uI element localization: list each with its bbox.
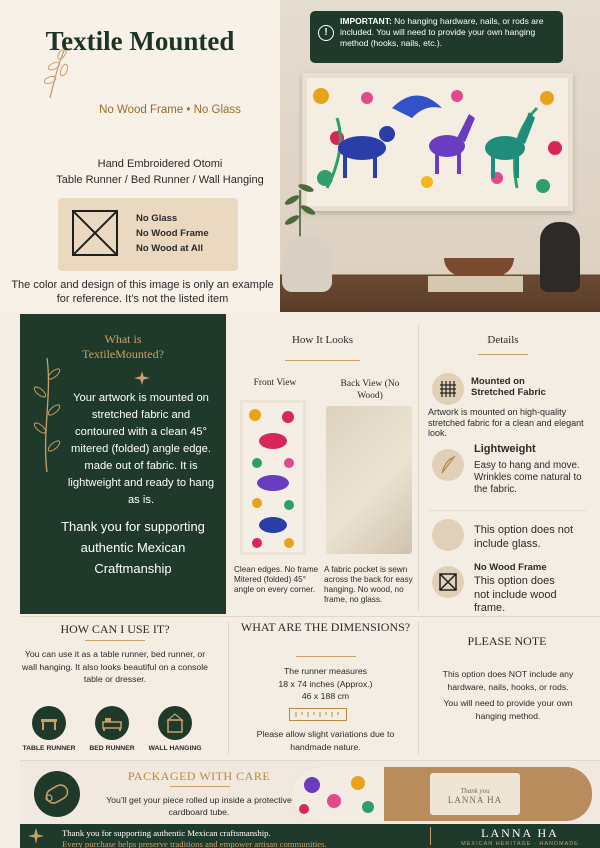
brand-tagline: MEXICAN HERITAGE · HANDMADE xyxy=(461,841,579,847)
subtitle: No Wood Frame • No Glass xyxy=(99,104,241,116)
footer-text xyxy=(62,828,402,848)
lightweight-label: Lightweight xyxy=(474,443,536,455)
what-is-panel xyxy=(20,314,226,614)
front-view-note: Clean edges. No frame Mitered (folded) 45° angle on every corner. xyxy=(234,565,319,594)
no-wood-label: No Wood Frame xyxy=(474,562,547,573)
tube-label xyxy=(430,773,520,815)
bed-icon xyxy=(95,706,129,740)
column-divider xyxy=(418,622,419,754)
lightweight-text: Easy to hang and move. Wrinkles come natural to the fabric. xyxy=(474,460,582,495)
back-view-label: Back View (No Wood) xyxy=(340,379,400,401)
product-line-2: Table Runner / Bed Runner / Wall Hanging xyxy=(56,174,264,186)
book-image xyxy=(428,276,523,292)
footer xyxy=(20,824,600,848)
feature-item: No Glass xyxy=(136,213,178,224)
product-line-1: Hand Embroidered Otomi xyxy=(97,158,223,170)
cardboard-tube-image xyxy=(292,767,592,821)
footer-sparkle-icon xyxy=(28,828,44,844)
embroidered-runner-image xyxy=(302,73,573,211)
dimensions-line1: The runner measures xyxy=(283,666,368,676)
no-wood-text: This option does not include wood frame. xyxy=(474,575,557,614)
please-note-title: PLEASE NOTE xyxy=(467,634,547,648)
wall-hanging-icon xyxy=(158,706,192,740)
dimensions-note: Please allow slight variations due to handmade nature. xyxy=(256,729,395,752)
back-view-note: A fabric pocket is sewn across the back for easy hanging. No wood, no frame, no glass. xyxy=(324,565,413,604)
no-frame-icon xyxy=(72,210,118,256)
rolled-tube-icon xyxy=(34,771,80,817)
footer-line1: Thank you for supporting authentic Mexican craftsmanship. xyxy=(62,828,271,838)
what-is-title xyxy=(20,332,226,362)
sparkle-icon xyxy=(134,371,150,385)
no-glass-text: This option does not include glass. xyxy=(474,524,574,550)
divider xyxy=(170,786,230,787)
plant-icon xyxy=(280,170,320,240)
bowl-image xyxy=(444,258,514,276)
mounted-text: Artwork is mounted on high-quality stretched fabric for a clean and elegant look. xyxy=(428,407,584,438)
please-note-text-1: This option does NOT include any hardware, nails, hooks, or rods. xyxy=(442,669,574,692)
tube-label-brand: LANNA HA xyxy=(447,795,503,805)
thanks-text: Thank you for supporting authentic Mexican Craftmanship xyxy=(61,519,205,576)
what-is-title-line2: TextileMounted? xyxy=(82,347,164,361)
important-banner xyxy=(310,11,563,63)
product-description xyxy=(40,156,280,188)
dimensions-title: WHAT ARE THE DIMENSIONS? xyxy=(240,620,411,634)
footer-divider xyxy=(430,827,431,845)
table-icon xyxy=(32,706,66,740)
divider xyxy=(478,354,528,355)
feature-item: No Wood at All xyxy=(136,243,204,254)
column-divider xyxy=(228,622,229,754)
what-is-text: Your artwork is mounted on stretched fabric and contoured with a clean 45° mitered (folded) angle edge. made out of fabric. It is lightweight and ready to hang as is. xyxy=(67,392,215,506)
front-view-image xyxy=(240,400,306,555)
footer-line2: Every purchase helps preserve traditions and empower artisan communities. xyxy=(62,839,327,848)
product-photo xyxy=(280,0,600,312)
feather-icon xyxy=(432,449,464,481)
fabric-grid-icon xyxy=(432,373,464,405)
column-divider xyxy=(418,325,419,610)
divider xyxy=(285,360,360,361)
dimensions-line3: 46 x 188 cm xyxy=(301,691,350,701)
no-wood-icon xyxy=(432,566,464,598)
important-text: No hanging hardware, nails, or rods are included. You will need to provide your own hanging method (hooks, nails, etc.). xyxy=(340,16,544,48)
use-label: WALL HANGING xyxy=(148,745,202,752)
page-title: Textile Mounted xyxy=(45,26,235,56)
ruler-icon xyxy=(289,708,347,721)
divider xyxy=(428,510,586,511)
please-note-text-2: You will need to provide your own hanging method. xyxy=(443,698,573,721)
how-use-text: You can use it as a table runner, bed runner, or wall hanging. It also looks beautiful on a console table or dresser. xyxy=(22,649,208,684)
dark-vase-image xyxy=(540,222,580,292)
packaging-text: You’ll get your piece rolled up inside a protective cardboard tube. xyxy=(106,795,292,817)
row-divider xyxy=(20,616,600,617)
divider xyxy=(85,640,145,641)
use-label: BED RUNNER xyxy=(89,745,135,752)
alert-icon: ! xyxy=(318,25,334,41)
use-label: TABLE RUNNER xyxy=(22,745,76,752)
no-glass-icon xyxy=(432,519,464,551)
packaging-title: PACKAGED WITH CARE xyxy=(127,769,271,783)
how-use-title: HOW CAN I USE IT? xyxy=(60,622,170,636)
dimensions-text xyxy=(238,665,413,703)
back-view-image xyxy=(326,406,412,554)
feature-box xyxy=(58,198,238,271)
brand-name: LANNA HA xyxy=(481,826,559,840)
vase-image xyxy=(282,236,332,292)
feature-item: No Wood Frame xyxy=(136,228,209,239)
divider xyxy=(296,656,356,657)
feature-list xyxy=(136,211,209,256)
details-title: Details xyxy=(487,334,519,346)
intro-panel xyxy=(0,0,280,312)
how-it-looks-title: How It Looks xyxy=(291,334,354,346)
mounted-label: Mounted on Stretched Fabric xyxy=(471,376,546,398)
what-is-title-line1: What is xyxy=(104,332,142,346)
tube-label-top: Thank you xyxy=(460,787,490,795)
rolled-fabric-image xyxy=(292,767,384,821)
dimensions-line2: 18 x 74 inches (Approx.) xyxy=(278,678,373,689)
please-note-text xyxy=(428,668,588,722)
disclaimer: The color and design of this image is only an example for reference. It’s not the listed item xyxy=(11,279,274,305)
important-label: IMPORTANT: xyxy=(340,16,392,26)
front-view-label: Front View xyxy=(253,378,297,388)
leaf-branch-icon xyxy=(32,354,62,474)
packaging-section xyxy=(20,760,600,824)
